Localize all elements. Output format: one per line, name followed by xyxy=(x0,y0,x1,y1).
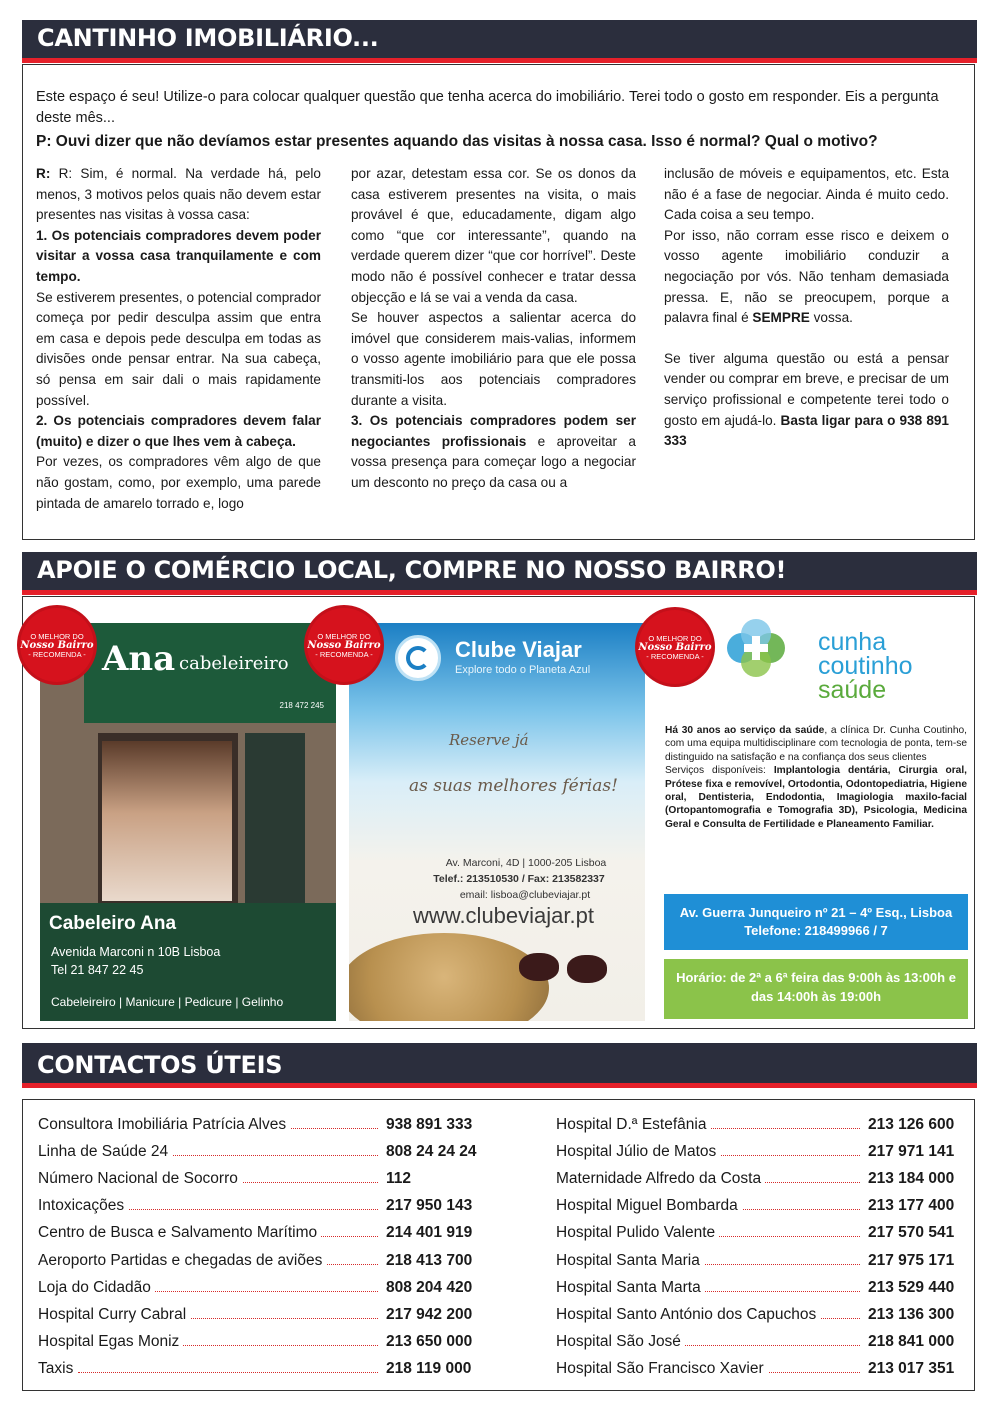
cunha-description: Há 30 anos ao serviço da saúde, a clínica Dr. Cunha Coutinho, com uma equipa multidisciplinare com tecnologia de ponta, tem-se distinguido na satisfação e na confiança dos seus clientes Serviços disponíveis: Implantologia dentária, Cirurgia oral, Prótese fixa e removível, Ortodontia, Odontopediatria, Higiene oral, Dentisteria, Endodontia, Imagiologia maxilo-facial (Ortopantomografia e Tomografia 3D), Psicologia, Medicina Geral e Consulta de Fertilidade e Planeamento Familiar. xyxy=(665,725,967,830)
contact-phone[interactable]: 213 126 600 xyxy=(868,1116,955,1133)
contact-phone[interactable]: 217 942 200 xyxy=(386,1305,473,1323)
contact-row xyxy=(556,1224,966,1246)
contact-row xyxy=(38,1360,488,1382)
call-to-action: Basta ligar para o 938 891 333 xyxy=(664,412,949,449)
cunha-address: Av. Guerra Junqueiro nº 21 – 4º Esq., Lisboa xyxy=(679,905,953,920)
contact-name: Maternidade Alfredo da Costa xyxy=(556,1170,765,1188)
contact-phone[interactable]: 808 204 420 xyxy=(386,1278,473,1296)
article-question: P: Ouvi dizer que não devíamos estar presentes aquando das visitas à nossa casa. Isso é normal? Qual o motivo? xyxy=(36,133,878,150)
recommend-badge: O MELHOR DO Nosso Bairro - RECOMENDA - xyxy=(307,608,381,682)
ad-cabeleireiro-ana[interactable] xyxy=(40,623,336,1021)
contactos-banner xyxy=(22,1043,977,1088)
contact-phone[interactable]: 218 841 000 xyxy=(868,1332,955,1350)
cunha-hours-box xyxy=(664,959,968,1019)
contact-name: Hospital Júlio de Matos xyxy=(556,1143,720,1161)
contact-name: Centro de Busca e Salvamento Marítimo xyxy=(38,1224,321,1242)
contact-phone[interactable]: 938 891 333 xyxy=(386,1116,473,1133)
contact-row xyxy=(556,1279,966,1301)
contact-row xyxy=(556,1333,966,1355)
awning-subtitle: cabeleireiro xyxy=(179,653,289,674)
contact-name: Aeroporto Partidas e chegadas de aviões xyxy=(38,1252,326,1270)
clube-address: Av. Marconi, 4D | 1000-205 Lisboa xyxy=(445,857,607,869)
sunglasses-image-lens xyxy=(567,955,607,983)
recommend-badge: O MELHOR DO Nosso Bairro - RECOMENDA - xyxy=(638,610,712,684)
contact-row xyxy=(556,1170,966,1192)
dotted-leader xyxy=(78,1372,378,1373)
shop-awning xyxy=(84,623,336,723)
agent-advice: Por isso, não corram esse risco e deixem o vosso agente imobiliário conduzir a negociação por vós. Não tenham demasiada pressa. E, não se preocupem, porque a palavra final é SEMPRE vossa. xyxy=(664,227,949,326)
contact-phone[interactable]: 217 570 541 xyxy=(868,1224,955,1242)
contact-phone[interactable]: 217 971 141 xyxy=(868,1143,955,1161)
contact-phone[interactable]: 213 529 440 xyxy=(868,1278,955,1296)
reason-3-paragraph: 3. Os potenciais compradores podem ser negociantes profissionais e aproveitar a vossa presença para começar logo a negociar um desconto no preço da casa ou a xyxy=(351,413,636,490)
cunha-coutinho-logo-icon xyxy=(722,614,790,682)
article-column-2 xyxy=(351,164,636,494)
reason-3-heading: 3. Os potenciais compradores podem ser negociantes profissionais xyxy=(351,413,636,449)
cunha-hours: Horário: de 2ª a 6ª feira das 9:00h às 13:00h e das 14:00h às 19:00h xyxy=(676,970,956,1004)
contact-phone[interactable]: 214 401 919 xyxy=(386,1224,473,1242)
straw-hat-image xyxy=(349,933,549,1021)
comercio-title: APOIE O COMÉRCIO LOCAL, COMPRE NO NOSSO BAIRRO! xyxy=(37,556,787,584)
imobiliario-title: CANTINHO IMOBILIÁRIO... xyxy=(37,24,379,52)
contact-name: Loja do Cidadão xyxy=(38,1279,155,1297)
contact-row xyxy=(38,1306,488,1328)
contact-row xyxy=(556,1197,966,1219)
contact-name: Hospital Santa Maria xyxy=(556,1252,704,1270)
clube-email: email: lisboa@clubeviajar.pt xyxy=(459,889,591,901)
reason-2-heading: 2. Os potenciais compradores devem falar (muito) e dizer o que lhes vem à cabeça. xyxy=(36,413,321,449)
clube-script-2: as suas melhores férias! xyxy=(409,776,618,796)
clube-phone: Telef.: 213510530 / Fax: 213582337 xyxy=(433,873,605,885)
ad-clube-viajar[interactable] xyxy=(349,623,645,1021)
contact-name: Consultora Imobiliária Patrícia Alves xyxy=(38,1116,290,1134)
contact-phone[interactable]: 213 184 000 xyxy=(868,1170,955,1188)
contact-name: Hospital Curry Cabral xyxy=(38,1306,190,1324)
imobiliario-banner xyxy=(22,20,977,63)
clube-website[interactable]: www.clubeviajar.pt xyxy=(413,903,594,928)
contact-row xyxy=(556,1306,966,1328)
contact-phone[interactable]: 217 975 171 xyxy=(868,1251,955,1269)
contact-row xyxy=(38,1170,488,1192)
contact-name: Hospital D.ª Estefânia xyxy=(556,1116,710,1134)
comercio-banner xyxy=(22,552,977,595)
contact-name: Hospital Santo António dos Capuchos xyxy=(556,1306,820,1324)
awning-phone: 218 472 245 xyxy=(279,701,324,710)
ana-address: Avenida Marconi n 10B Lisboa xyxy=(51,945,221,959)
cunha-brand-line-1: cunha xyxy=(818,628,887,656)
clube-brand: Clube Viajar xyxy=(455,637,582,662)
contact-row xyxy=(556,1116,966,1138)
article-intro: Este espaço é seu! Utilize-o para colocar qualquer questão que tenha acerca do imobiliário. Terei todo o gosto em responder. Eis a pergunta deste mês... xyxy=(36,89,939,126)
contact-name: Hospital Santa Marta xyxy=(556,1279,705,1297)
shop-door xyxy=(245,733,305,903)
sunglasses-image xyxy=(519,953,559,981)
contact-row xyxy=(556,1252,966,1274)
contact-row xyxy=(38,1224,488,1246)
contact-name: Hospital São José xyxy=(556,1333,685,1351)
contact-phone[interactable]: 808 24 24 24 xyxy=(386,1143,477,1161)
contact-name: Hospital São Francisco Xavier xyxy=(556,1360,768,1378)
article-column-3 xyxy=(664,164,949,452)
contact-phone[interactable]: 218 413 700 xyxy=(386,1251,473,1269)
contact-name: Hospital Miguel Bombarda xyxy=(556,1197,742,1215)
model-photo xyxy=(102,741,232,901)
cunha-brand-line-3: saúde xyxy=(818,676,887,704)
value-advice: Se houver aspectos a salientar acerca do imóvel que considerem mais-valias, informem o vosso agente imobiliário para que ele possa transmiti-los aos potenciais compradores durante a visita. xyxy=(351,310,636,408)
ana-title: Cabeleiro Ana xyxy=(49,913,177,934)
contact-name: Taxis xyxy=(38,1360,77,1378)
contact-phone[interactable]: 213 136 300 xyxy=(868,1305,955,1323)
contact-name: Linha de Saúde 24 xyxy=(38,1143,172,1161)
contact-phone[interactable]: 217 950 143 xyxy=(386,1197,473,1215)
contact-name: Número Nacional de Socorro xyxy=(38,1170,242,1188)
contact-row xyxy=(38,1279,488,1301)
contact-row xyxy=(38,1143,488,1165)
contact-phone[interactable]: 112 xyxy=(386,1170,412,1188)
contact-phone[interactable]: 213 177 400 xyxy=(868,1197,955,1215)
contact-phone[interactable]: 218 119 000 xyxy=(386,1359,472,1377)
clube-viajar-logo-icon xyxy=(395,635,441,681)
contact-invitation: Se tiver alguma questão ou está a pensar vender ou comprar em breve, e precisar de um serviço profissional e competente terei todo o gosto em ajudá-lo. Basta ligar para o 938 891 333 xyxy=(664,350,949,449)
reason-2-text: Por vezes, os compradores vêm algo de que não gostam, como, por exemplo, uma parede pintada de amarelo torrado e, logo xyxy=(36,454,321,511)
clube-slogan: Explore todo o Planeta Azul xyxy=(455,664,591,676)
clube-script-1: Reserve já xyxy=(449,731,529,749)
answer-intro: R: R: Sim, é normal. Na verdade há, pelo menos, 3 motivos pelos quais não devem estar presentes nas visitas à vossa casa: xyxy=(36,166,321,223)
contact-name: Intoxicações xyxy=(38,1197,128,1215)
reason-1-text: Se estiverem presentes, o potencial comprador começa por pedir desculpa assim que entra em casa e depois pede desculpa em todas as divisões onde pensar entrar. Na sua cabeça, só pensa em sair dali o mais rapidamente possível. xyxy=(36,289,321,408)
contact-row xyxy=(38,1333,488,1355)
ana-services: Cabeleireiro | Manicure | Pedicure | Gelinho xyxy=(51,995,284,1009)
contact-name: Hospital Pulido Valente xyxy=(556,1224,719,1242)
reason-2-continued: por azar, detestam essa cor. Se os donos da casa estiverem presentes na visita, o mais provável é que, educadamente, digam algo como “que cor interessante”, quando na verdade querem dizer “que cor horrível”. Deste modo não é possível conhecer e tratar dessa objecção e lá se vai a venda da casa. xyxy=(351,166,636,305)
contact-row xyxy=(38,1252,488,1274)
article-column-1 xyxy=(36,164,321,514)
cunha-phone: Telefone: 218499966 / 7 xyxy=(744,923,888,938)
contact-phone[interactable]: 213 650 000 xyxy=(386,1332,473,1350)
ana-phone: Tel 21 847 22 45 xyxy=(51,963,144,977)
cunha-brand-line-2: coutinho xyxy=(818,652,913,680)
awning-name: Ana xyxy=(102,639,176,679)
contact-row xyxy=(556,1143,966,1165)
contact-row xyxy=(38,1197,488,1219)
contact-row xyxy=(38,1116,488,1138)
recommend-badge: O MELHOR DO Nosso Bairro - RECOMENDA - xyxy=(20,608,94,682)
reason-1-heading: 1. Os potenciais compradores devem poder visitar a vossa casa tranquilamente e com tempo. xyxy=(36,227,321,284)
reason-3-continued: inclusão de móveis e equipamentos, etc. Esta não é a fase de negociar. Ainda é muito cedo. Cada coisa a seu tempo. xyxy=(664,166,949,223)
contactos-title: CONTACTOS ÚTEIS xyxy=(37,1051,283,1079)
cunha-brand xyxy=(818,630,913,702)
cunha-address-box xyxy=(664,894,968,950)
contact-phone[interactable]: 213 017 351 xyxy=(868,1359,955,1377)
contact-row xyxy=(556,1360,966,1382)
contact-name: Hospital Egas Moniz xyxy=(38,1333,183,1351)
ana-info-panel xyxy=(40,903,336,1021)
